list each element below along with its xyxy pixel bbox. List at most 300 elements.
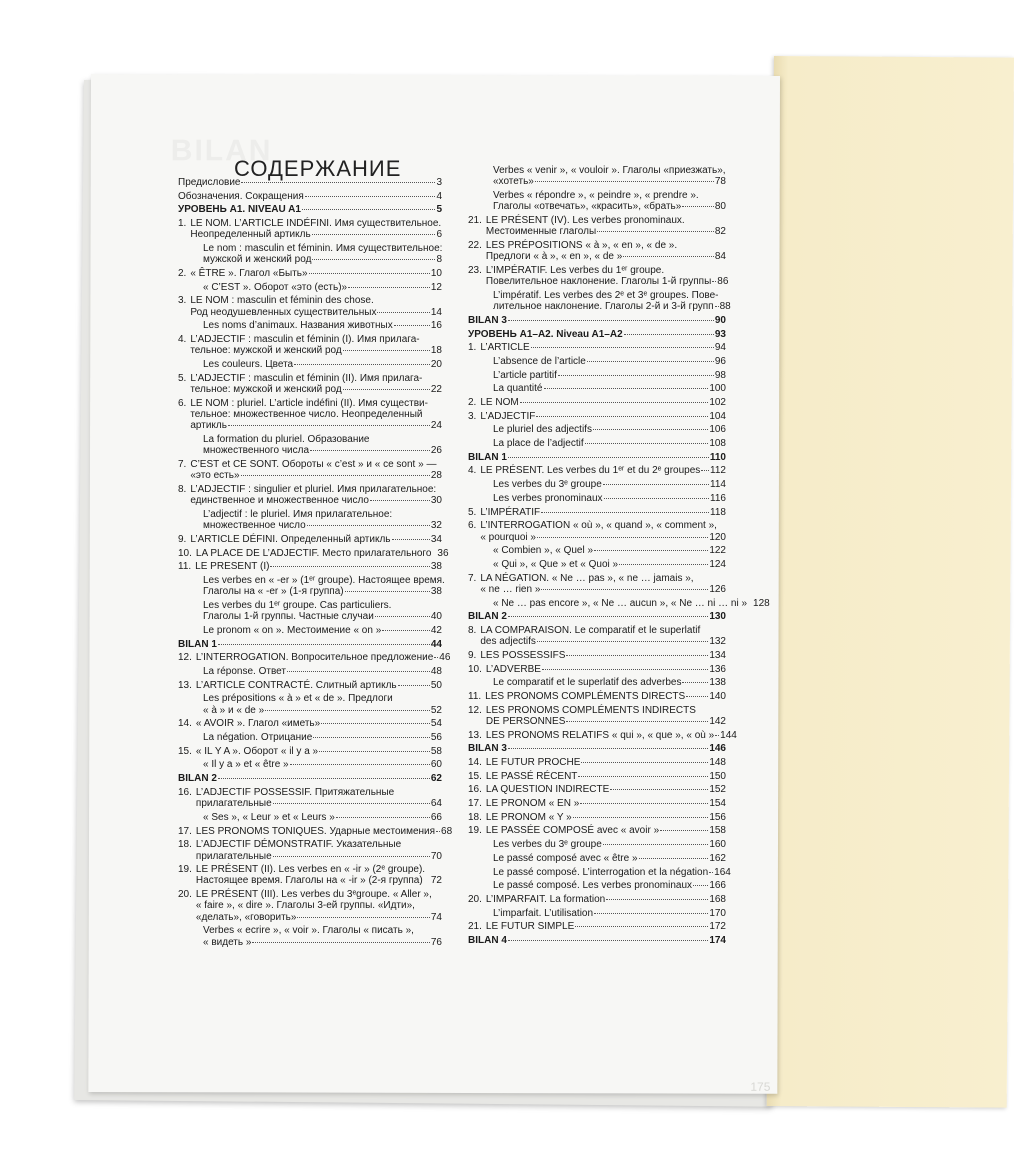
toc-entry-title: Повелительное наклонение. Глаголы 1-й группы: [485, 276, 712, 288]
toc-page-number: 150: [709, 770, 726, 782]
dot-leader: [585, 443, 709, 444]
dot-leader: [270, 566, 429, 567]
toc-page-number: 90: [714, 314, 726, 326]
toc-entry-number: 13.: [468, 729, 482, 741]
toc-entry-title: des adjectifs: [480, 636, 536, 648]
toc-entry-number: 16.: [178, 786, 192, 798]
toc-entry-title: Глаголы на « -er » (1-я группа): [203, 586, 344, 598]
toc-entry: [468, 677, 726, 688]
toc-entry-title: лительное наклонение. Глаголы 2-й и 3-й групп: [493, 301, 714, 313]
toc-entry-number: 15.: [178, 745, 192, 757]
dot-leader: [394, 325, 430, 326]
toc-page-number: 26: [430, 445, 442, 457]
toc-entry-number: 8.: [468, 624, 477, 636]
toc-page-number: 98: [714, 369, 726, 381]
toc-entry-title: L’IMPÉRATIF. Les verbes du 1ᵉʳ groupe.: [485, 264, 665, 276]
toc-entry: [178, 268, 442, 279]
dot-leader: [566, 721, 708, 722]
dot-leader: [520, 402, 709, 403]
toc-entry: [178, 864, 442, 887]
toc-entry-title: BILAN 1: [468, 451, 507, 463]
dot-leader: [603, 484, 709, 485]
dot-leader: [536, 416, 708, 417]
dot-leader: [566, 655, 708, 656]
toc-entry-title: Les verbes du 3ᵉ groupe: [493, 839, 602, 851]
dot-leader: [302, 209, 436, 210]
toc-entry-title: LE FUTUR SIMPLE: [485, 921, 575, 933]
toc-section-entry: [468, 743, 726, 754]
toc-page-number: 64: [430, 798, 442, 810]
toc-page-number: 142: [709, 715, 726, 727]
toc-entry-title: L’ADJECTIF DÉMONSTRATIF. Указательные: [195, 839, 402, 851]
toc-entry: [468, 757, 726, 768]
dot-leader: [701, 470, 709, 471]
toc-entry-number: 6.: [178, 397, 187, 409]
dot-leader: [319, 751, 430, 752]
dot-leader: [309, 273, 430, 274]
toc-entry-title: L’ADJECTIF: [480, 410, 536, 422]
toc-entry-title: L’absence de l’article: [493, 355, 586, 367]
toc-page-number: 106: [709, 424, 726, 436]
toc-entry-number: 18.: [178, 839, 192, 851]
toc-entry-title: Le passé composé. L’interrogation et la négation: [493, 866, 709, 878]
dot-leader: [639, 858, 709, 859]
dot-leader: [624, 334, 714, 335]
toc-page-number: 44: [430, 638, 442, 650]
toc-page-number: 36: [437, 547, 449, 559]
dot-leader: [321, 723, 430, 724]
toc-entry-number: 15.: [468, 770, 482, 782]
toc-entry-number: 11.: [468, 690, 482, 702]
toc-entry-number: 16.: [468, 784, 482, 796]
toc-entry: [468, 908, 726, 919]
toc-entry-title: « ne … rien »: [480, 583, 541, 595]
toc-entry: [468, 215, 726, 238]
toc-section-entry: [468, 329, 726, 340]
dot-leader: [307, 525, 430, 526]
toc-page-number: 8: [436, 254, 442, 266]
toc-entry-title: C’EST et CE SONT. Обороты « c’est » и « ce sont » —: [190, 459, 437, 470]
toc-entry-title: прилагательные: [195, 798, 272, 810]
toc-entry-number: 9.: [178, 533, 187, 545]
toc-entry-title: Verbes « répondre », « peindre », « prendre ».: [493, 189, 699, 201]
toc-entry: [468, 397, 726, 408]
toc-page-number: 30: [430, 495, 442, 507]
toc-entry: [178, 812, 442, 823]
dot-leader: [581, 762, 708, 763]
dot-leader: [297, 917, 429, 918]
toc-entry-title: множественного числа: [203, 445, 310, 457]
toc-page-number: 88: [719, 301, 731, 313]
toc-entry-number: 20.: [468, 893, 482, 905]
toc-entry-number: 1.: [468, 342, 477, 354]
toc-entry-title: LA PLACE DE L’ADJECTIF. Место прилагательного: [195, 547, 432, 559]
toc-page-number: 86: [717, 276, 729, 288]
dot-leader: [682, 206, 714, 207]
toc-entry-title: « Ne … pas encore », « Ne … aucun », « Ne … ni … ni »: [493, 597, 748, 609]
toc-entry-number: 23.: [468, 264, 482, 276]
toc-page-number: 126: [709, 583, 726, 595]
toc-entry-title: множественное число: [203, 520, 306, 532]
dot-leader: [382, 630, 430, 631]
toc-entry: [468, 798, 726, 809]
dot-leader: [375, 616, 430, 617]
toc-section-entry: [178, 639, 442, 650]
dot-leader: [218, 644, 430, 645]
dot-leader: [287, 671, 430, 672]
toc-entry-title: Les verbes en « -er » (1ᵉʳ groupe). Настоящее время.: [203, 575, 445, 587]
toc-page-number: 120: [709, 531, 726, 543]
toc-entry: [468, 812, 726, 823]
toc-page-number: 80: [714, 201, 726, 213]
dot-leader: [537, 537, 708, 538]
toc-page-number: 78: [714, 176, 726, 188]
toc-page-number: 50: [430, 679, 442, 691]
toc-entry: [468, 866, 731, 878]
toc-entry-title: « ÊTRE ». Глагол «Быть»: [190, 268, 308, 280]
toc-entry-title: L’ADJECTIF : singulier et pluriel. Имя прилагательное:: [190, 483, 437, 495]
toc-entry-title: L’IMPARFAIT. La formation: [485, 893, 606, 905]
toc-section-entry: [178, 191, 442, 202]
toc-page-number: 58: [430, 745, 442, 757]
dot-leader: [377, 312, 429, 313]
toc-entry: [468, 383, 726, 394]
toc-page-number: 54: [430, 718, 442, 730]
toc-entry-title: Les noms d’animaux. Названия животных: [203, 320, 393, 332]
dot-leader: [593, 429, 708, 430]
toc-entry: [178, 534, 442, 545]
toc-page-number: 158: [709, 825, 726, 837]
dot-leader: [508, 748, 708, 749]
toc-page-number: 5: [436, 204, 442, 216]
toc-entry-title: L’ADJECTIF POSSESSIF. Притяжательные: [195, 786, 395, 798]
toc-entry: [468, 825, 726, 836]
toc-entry-title: L’ARTICLE: [480, 342, 530, 354]
toc-entry-title: Обозначения. Сокращения: [178, 190, 304, 202]
toc-page-number: 116: [710, 492, 726, 504]
toc-entry-title: BILAN 1: [178, 638, 217, 650]
toc-entry-title: Глаголы 1-й группы. Частные случаи: [203, 611, 374, 623]
toc-entry-title: L’ARTICLE DÉFINI. Определенный артикль: [190, 533, 391, 545]
toc-entry-title: Глаголы «отвечать», «красить», «брать»: [493, 201, 682, 213]
toc-entry: [468, 921, 726, 932]
toc-page-number: 82: [714, 226, 726, 238]
toc-entry-title: «хотеть»: [493, 176, 534, 188]
toc-entry-title: L’ADJECTIF : masculin et féminin (I). Имя прилага-: [190, 334, 420, 346]
toc-page-number: 110: [709, 451, 726, 463]
toc-section-entry: [178, 204, 442, 215]
toc-entry: [468, 289, 731, 313]
dot-leader: [603, 844, 709, 845]
toc-entry: [468, 479, 726, 490]
dot-leader: [558, 375, 714, 376]
toc-entry: [178, 459, 442, 482]
dot-leader: [508, 457, 709, 458]
dot-leader: [336, 817, 430, 818]
toc-entry: [178, 575, 445, 598]
toc-entry-title: « Ses », « Leur » et « Leurs »: [203, 811, 335, 823]
dot-leader: [252, 942, 429, 943]
toc-entry: [468, 165, 726, 188]
toc-entry-title: Le passé composé. Les verbes pronominaux: [493, 880, 693, 892]
dot-leader: [709, 872, 713, 873]
toc-entry-title: L’IMPÉRATIF: [480, 506, 541, 518]
toc-page-number: 154: [709, 798, 726, 810]
toc-entry-title: прилагательные: [195, 850, 272, 862]
toc-entry: [178, 925, 442, 948]
toc-entry-title: LA QUESTION INDIRECTE: [485, 784, 610, 796]
dot-leader: [597, 231, 714, 232]
toc-entry: [178, 666, 442, 677]
toc-entry-title: артикль: [190, 420, 227, 432]
toc-page-number: 118: [710, 506, 726, 518]
dot-leader: [265, 710, 430, 711]
toc-entry-title: LE PRÉSENT (IV). Les verbes pronominaux.: [485, 214, 685, 226]
dot-leader: [594, 550, 708, 551]
toc-entry: [468, 264, 729, 288]
toc-column-right: [468, 165, 770, 949]
toc-page-number: 100: [709, 383, 726, 395]
show-through-page-number: 175: [750, 1079, 771, 1094]
toc-page-number: 164: [714, 866, 731, 878]
toc-entry-title: Предисловие: [178, 177, 241, 188]
dot-leader: [273, 856, 430, 857]
toc-entry: [178, 787, 442, 810]
toc-entry-title: LE NOM. L’ARTICLE INDÉFINI. Имя существительное.: [190, 218, 442, 230]
toc-entry: [178, 561, 442, 572]
toc-entry-title: LE PRÉSENT (III). Les verbes du 3ᵉgroupe. « Aller »,: [195, 889, 432, 901]
toc-page-number: 138: [709, 677, 726, 689]
toc-entry-title: BILAN 4: [468, 934, 507, 946]
dot-leader: [715, 306, 719, 307]
toc-page-number: 34: [430, 533, 442, 545]
toc-entry-title: LA COMPARAISON. Le comparatif et le superlatif: [480, 624, 701, 636]
toc-entry-title: LES PRONOMS COMPLÉMENTS INDIRECTS: [485, 704, 696, 716]
dot-leader: [660, 830, 708, 831]
toc-page-number: 144: [720, 729, 737, 741]
toc-entry: [178, 732, 442, 743]
toc-entry-number: 22.: [468, 239, 482, 251]
toc-entry: [178, 693, 442, 716]
toc-entry-title: « Combien », « Quel »: [493, 545, 594, 557]
toc-entry: [178, 839, 442, 862]
toc-entry-title: L’article partitif: [493, 369, 557, 381]
dot-leader: [580, 803, 708, 804]
toc-entry-title: « IL Y A ». Оборот « il y a »: [195, 745, 319, 757]
toc-entry-number: 3.: [468, 410, 477, 422]
toc-page-number: 10: [430, 268, 442, 280]
dot-leader: [348, 287, 430, 288]
dot-leader: [544, 388, 709, 389]
toc-entry-title: LE FUTUR PROCHE: [485, 757, 581, 769]
toc-page-number: 174: [709, 934, 726, 946]
toc-entry: [178, 889, 442, 923]
toc-entry: [178, 243, 442, 266]
toc-entry-number: 11.: [178, 561, 192, 573]
toc-entry-title: La négation. Отрицание: [203, 732, 313, 744]
toc-entry-title: LE PRESENT (I): [195, 561, 270, 573]
toc-entry-title: LE PRÉSENT (II). Les verbes en « -ir » (2ᵉ groupe).: [195, 864, 426, 876]
toc-page-number: 38: [430, 586, 442, 598]
toc-entry-title: LES PRONOMS TONIQUES. Ударные местоимения: [195, 825, 436, 837]
toc-page-number: 96: [714, 355, 726, 367]
toc-entry-title: Предлоги « à », « en », « de »: [485, 251, 623, 263]
toc-page-number: 93: [714, 328, 726, 340]
toc-entry-number: 2.: [178, 268, 187, 280]
toc-entry: [468, 370, 726, 381]
dot-leader: [682, 682, 708, 683]
toc-column-left: [178, 177, 453, 950]
toc-page-number: 32: [430, 520, 442, 532]
toc-entry-title: тельное: мужской и женский род: [190, 345, 342, 357]
toc-entry-number: 2.: [468, 397, 477, 409]
dot-leader: [623, 256, 714, 257]
toc-page-number: 94: [714, 342, 726, 354]
dot-leader: [345, 591, 430, 592]
toc-entry-number: 10.: [178, 547, 192, 559]
toc-entry-number: 7.: [468, 572, 477, 584]
toc-entry-number: 18.: [468, 811, 482, 823]
toc-entry-title: « Il y a » et « être »: [203, 759, 289, 771]
toc-entry: [468, 853, 726, 864]
toc-entry: [178, 282, 442, 293]
dot-leader: [508, 940, 708, 941]
toc-entry-title: УРОВЕНЬ A1–A2. Niveau A1–A2: [468, 328, 623, 340]
toc-entry: [178, 334, 442, 357]
dot-leader: [273, 803, 430, 804]
toc-page-number: 46: [439, 652, 451, 664]
toc-entry-title: Род неодушевленных существительных: [190, 306, 377, 318]
dot-leader: [312, 234, 436, 235]
toc-entry: [178, 295, 442, 318]
toc-entry: [468, 839, 726, 850]
dot-leader: [578, 776, 708, 777]
toc-entry-title: Настоящее время. Глаголы на « -ir » (2-я группа): [195, 875, 423, 887]
dot-leader: [541, 589, 708, 590]
toc-page-number: 22: [430, 384, 442, 396]
dot-leader: [535, 181, 714, 182]
toc-entry-number: 7.: [178, 459, 187, 470]
toc-entry-title: L’adjectif : le pluriel. Имя прилагательное:: [203, 508, 393, 520]
toc-entry-title: Les verbes pronominaux: [493, 492, 603, 504]
dot-leader: [241, 475, 430, 476]
toc-entry: [178, 218, 442, 241]
dot-leader: [305, 196, 436, 197]
toc-page-number: 130: [709, 611, 726, 623]
toc-entry-title: LA NÉGATION. « Ne … pas », « ne … jamais »,: [480, 572, 694, 584]
toc-page-number: 24: [430, 420, 442, 432]
toc-page-number: 102: [709, 397, 726, 409]
toc-page-number: 38: [430, 561, 442, 573]
toc-entry-title: « pourquoi »: [480, 531, 536, 543]
dot-leader: [398, 685, 430, 686]
toc-entry: [178, 746, 442, 757]
toc-page-number: 76: [430, 936, 442, 948]
toc-page-number: 104: [709, 410, 726, 422]
toc-entry: [468, 520, 726, 543]
dot-leader: [531, 347, 714, 348]
toc-entry-title: Les verbes du 3ᵉ groupe: [493, 479, 602, 491]
toc-entry-title: L’ADVERBE: [485, 663, 541, 675]
dot-leader: [436, 831, 440, 832]
toc-entry-number: 14.: [178, 718, 192, 730]
toc-entry-number: 3.: [178, 295, 187, 307]
dot-leader: [715, 735, 719, 736]
toc-entry-title: LES PRONOMS RELATIFS « qui », « que », « où »: [485, 729, 715, 741]
toc-entry-title: Le pronom « on ». Местоимение « on »: [203, 624, 382, 636]
dot-leader: [392, 539, 430, 540]
toc-entry: [468, 573, 726, 596]
toc-page-number: 48: [430, 666, 442, 678]
toc-entry-number: 19.: [468, 825, 482, 837]
toc-entry-title: L’INTERROGATION. Вопросительное предложение: [195, 652, 434, 664]
toc-entry-number: 10.: [468, 663, 482, 675]
toc-entry-number: 8.: [178, 483, 187, 495]
dot-leader: [573, 817, 709, 818]
toc-entry: [468, 240, 726, 263]
toc-entry: [178, 825, 453, 837]
toc-entry-title: Местоименные глаголы: [485, 226, 597, 238]
dot-leader: [313, 737, 430, 738]
toc-page-number: 128: [753, 597, 770, 609]
toc-section-entry: [468, 315, 726, 326]
toc-entry-title: LE PRONOM « EN »: [485, 798, 580, 810]
toc-entry-title: LE NOM : masculin et féminin des chose.: [190, 295, 374, 307]
toc-entry-title: La réponse. Ответ: [203, 666, 286, 678]
dot-leader: [312, 259, 435, 260]
dot-leader: [241, 182, 435, 183]
toc-entry: [178, 373, 442, 396]
toc-entry-title: Le comparatif et le superlatif des adverbes: [493, 677, 682, 689]
toc-entry-title: BILAN 3: [468, 314, 507, 326]
toc-entry-number: 12.: [178, 652, 192, 664]
toc-entry: [178, 434, 442, 457]
toc-entry-title: « faire », « dire ». Глаголы 3-ей группы. «Идти»,: [195, 900, 415, 912]
toc-entry: [468, 597, 770, 609]
toc-entry: [178, 600, 442, 623]
toc-entry: [468, 705, 726, 728]
toc-entry: [468, 438, 726, 449]
toc-page-number: 140: [709, 690, 726, 702]
toc-entry: [468, 190, 726, 213]
toc-entry: [468, 411, 726, 422]
toc-entry-title: LE PRONOM « Y »: [485, 811, 572, 823]
toc-entry-title: Verbes « venir », « vouloir ». Глаголы «приезжать»,: [493, 165, 726, 176]
toc-page-number: 18: [430, 345, 442, 357]
toc-entry-number: 4.: [178, 334, 187, 346]
toc-entry: [178, 625, 442, 636]
toc-entry-number: 17.: [468, 798, 482, 810]
toc-page-number: 72: [430, 875, 442, 887]
toc-page-number: 172: [709, 921, 726, 933]
dot-leader: [619, 564, 708, 565]
toc-entry-title: La place de l’adjectif: [493, 438, 584, 450]
toc-entry-title: LE PRÉSENT. Les verbes du 1ᵉʳ et du 2ᵉ groupes: [480, 465, 701, 477]
toc-page-number: 148: [709, 757, 726, 769]
toc-entry: [178, 759, 442, 770]
toc-entry-title: La formation du pluriel. Образование: [203, 434, 370, 446]
toc-entry-title: LE NOM: [480, 397, 519, 409]
toc-page-number: 112: [710, 465, 726, 477]
dot-leader: [434, 657, 438, 658]
dot-leader: [343, 389, 430, 390]
show-through-text: BILAN: [170, 134, 273, 168]
toc-entry-title: УРОВЕНЬ А1. NIVEAU A1: [178, 204, 301, 216]
toc-entry-title: « видеть »: [203, 936, 252, 948]
toc-entry-title: L’INTERROGATION « où », « quand », « comment »,: [480, 520, 717, 532]
toc-entry-number: 21.: [468, 214, 482, 226]
toc-page-number: 166: [709, 880, 726, 892]
